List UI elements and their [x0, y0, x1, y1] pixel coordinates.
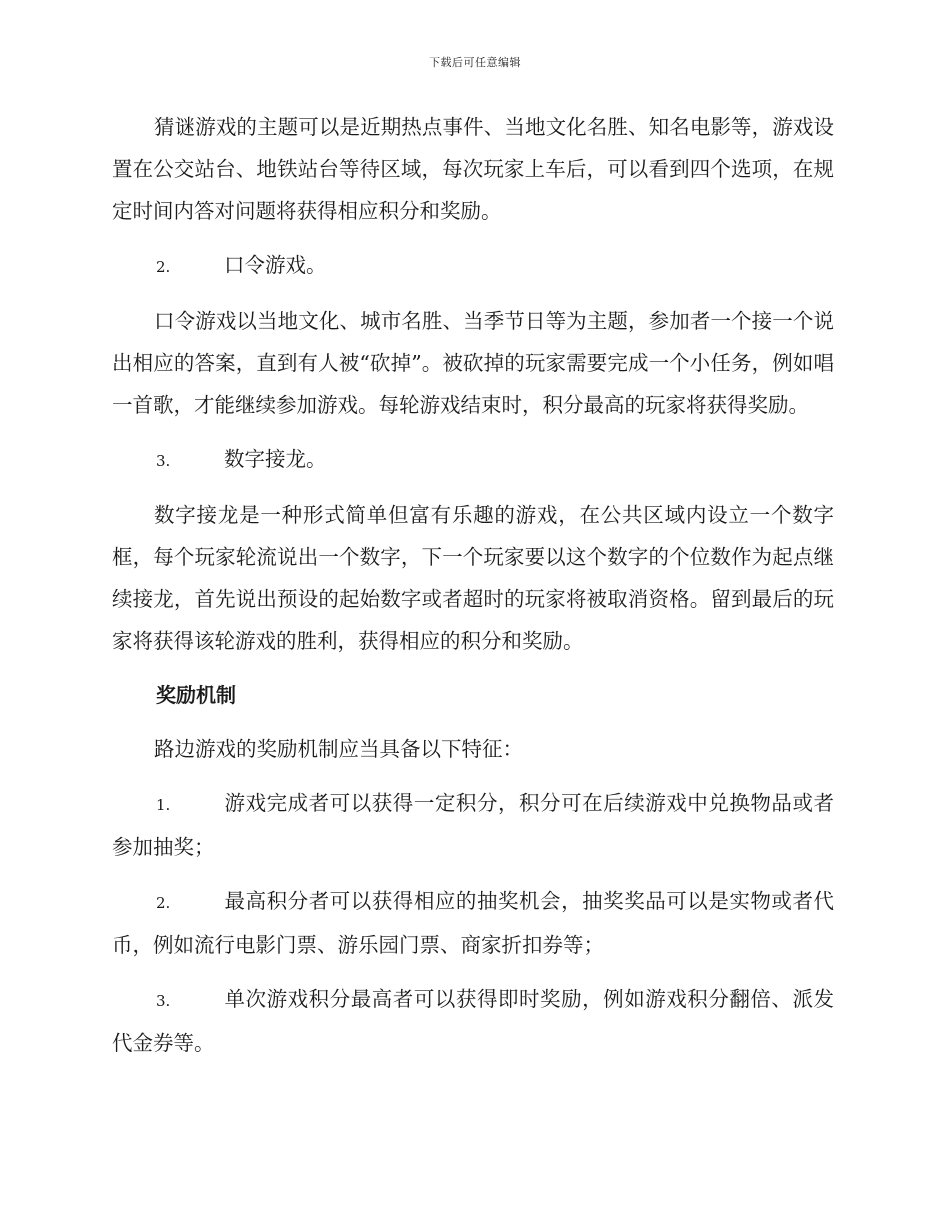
- reward-item: [112, 880, 834, 966]
- section-heading: 奖励机制: [156, 683, 236, 707]
- list-number: 3.: [156, 452, 171, 470]
- reward-item-text: 单次游戏积分最高者可以获得即时奖励，例如游戏积分翻倍、派发代金券等。: [112, 987, 834, 1055]
- document-body: [112, 106, 834, 1064]
- list-number: 2.: [156, 258, 171, 276]
- number-chain-paragraph: 数字接龙是一种形式简单但富有乐趣的游戏，在公共区域内设立一个数字框，每个玩家轮流说出一个数字，下一个玩家要以这个数字的个位数作为起点继续接龙，首先说出预设的起始数字或者超时的玩家将被取消资格。留到最后的玩家将获得该轮游戏的胜利，获得相应的积分和奖励。: [112, 503, 834, 653]
- reward-intro-paragraph: 路边游戏的奖励机制应当具备以下特征：: [154, 737, 523, 761]
- list-number: 2.: [156, 894, 171, 912]
- reward-item-text: 最高积分者可以获得相应的抽奖机会，抽奖奖品可以是实物或者代币，例如流行电影门票、游乐园门票、商家折扣券等；: [112, 889, 834, 957]
- password-game-paragraph: 口令游戏以当地文化、城市名胜、当季节日等为主题，参加者一个接一个说出相应的答案，直到有人被“砍掉”。被砍掉的玩家需要完成一个小任务，例如唱一首歌，才能继续参加游戏。每轮游戏结束时，积分最高的玩家将获得奖励。: [112, 309, 834, 417]
- list-item-number-chain: [112, 438, 834, 482]
- list-item-title: 口令游戏。: [224, 253, 327, 277]
- list-number: 3.: [156, 992, 171, 1010]
- list-number: 1.: [156, 796, 171, 814]
- list-item-password-game: [112, 244, 834, 288]
- reward-item-text: 游戏完成者可以获得一定积分，积分可在后续游戏中兑换物品或者参加抽奖；: [112, 791, 834, 859]
- reward-item: [112, 782, 834, 868]
- reward-item: [112, 978, 834, 1064]
- list-item-title: 数字接龙。: [224, 447, 327, 471]
- riddle-game-paragraph: 猜谜游戏的主题可以是近期热点事件、当地文化名胜、知名电影等，游戏设置在公交站台、地铁站台等待区域，每次玩家上车后，可以看到四个选项，在规定时间内答对问题将获得相应积分和奖励。: [112, 115, 834, 223]
- page-header: 下载后可任意编辑: [429, 56, 521, 69]
